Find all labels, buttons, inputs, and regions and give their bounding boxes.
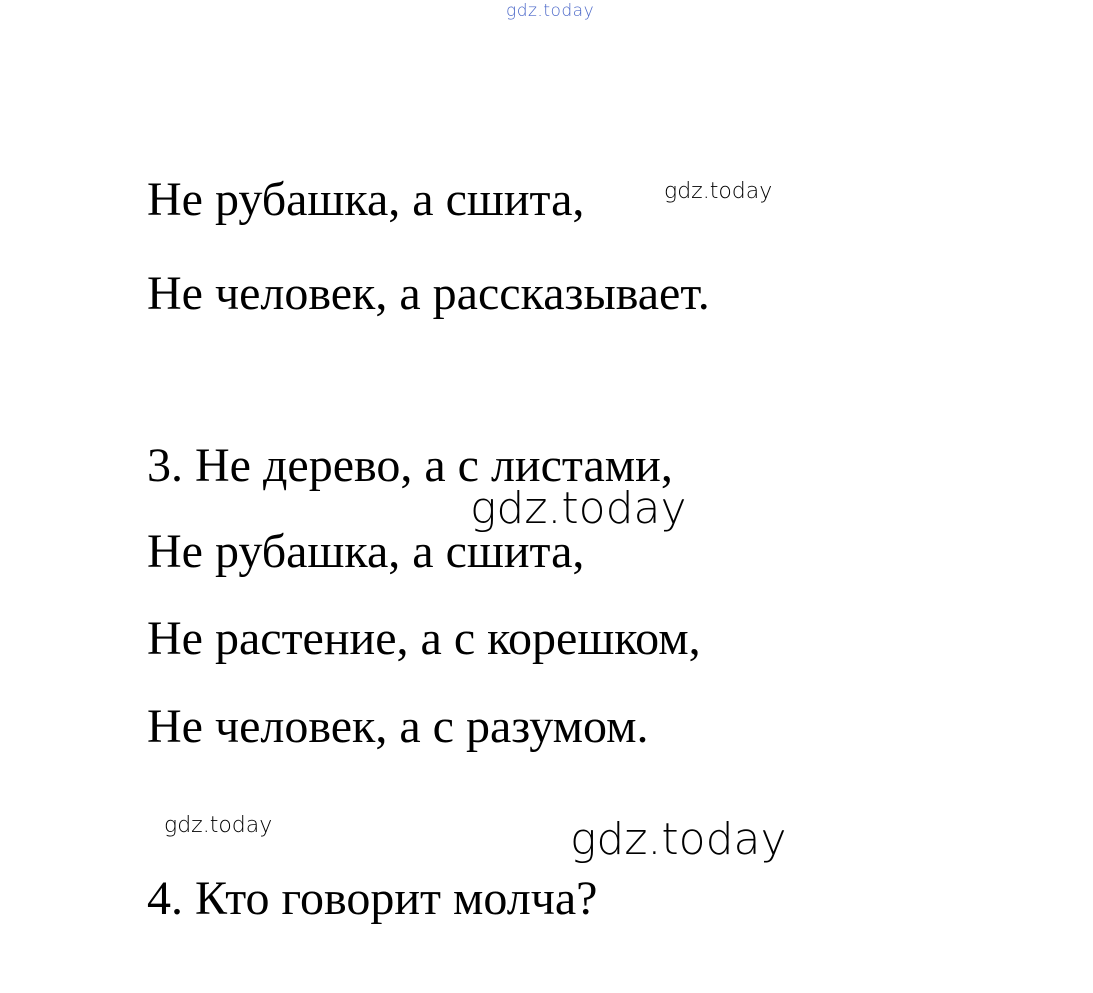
riddle-3-line-2: Не рубашка, а сшита, [147,525,585,578]
watermark-top: gdz.today [506,1,595,21]
riddle-3-line-3: Не растение, а с корешком, [147,612,701,665]
riddle-line-2: Не человек, а рассказывает. [147,267,710,320]
watermark-large-1: gdz.today [470,483,687,534]
watermark-large-2: gdz.today [570,814,787,865]
question-4: 4. Кто говорит молча? [147,872,598,925]
riddle-3-line-4: Не человек, а с разумом. [147,700,649,753]
watermark-small-2: gdz.today [164,813,273,838]
watermark-small-1: gdz.today [664,179,773,204]
riddle-line-1: Не рубашка, а сшита, [147,173,585,226]
riddle-3-line-1: 3. Не дерево, а с листами, [147,439,673,492]
